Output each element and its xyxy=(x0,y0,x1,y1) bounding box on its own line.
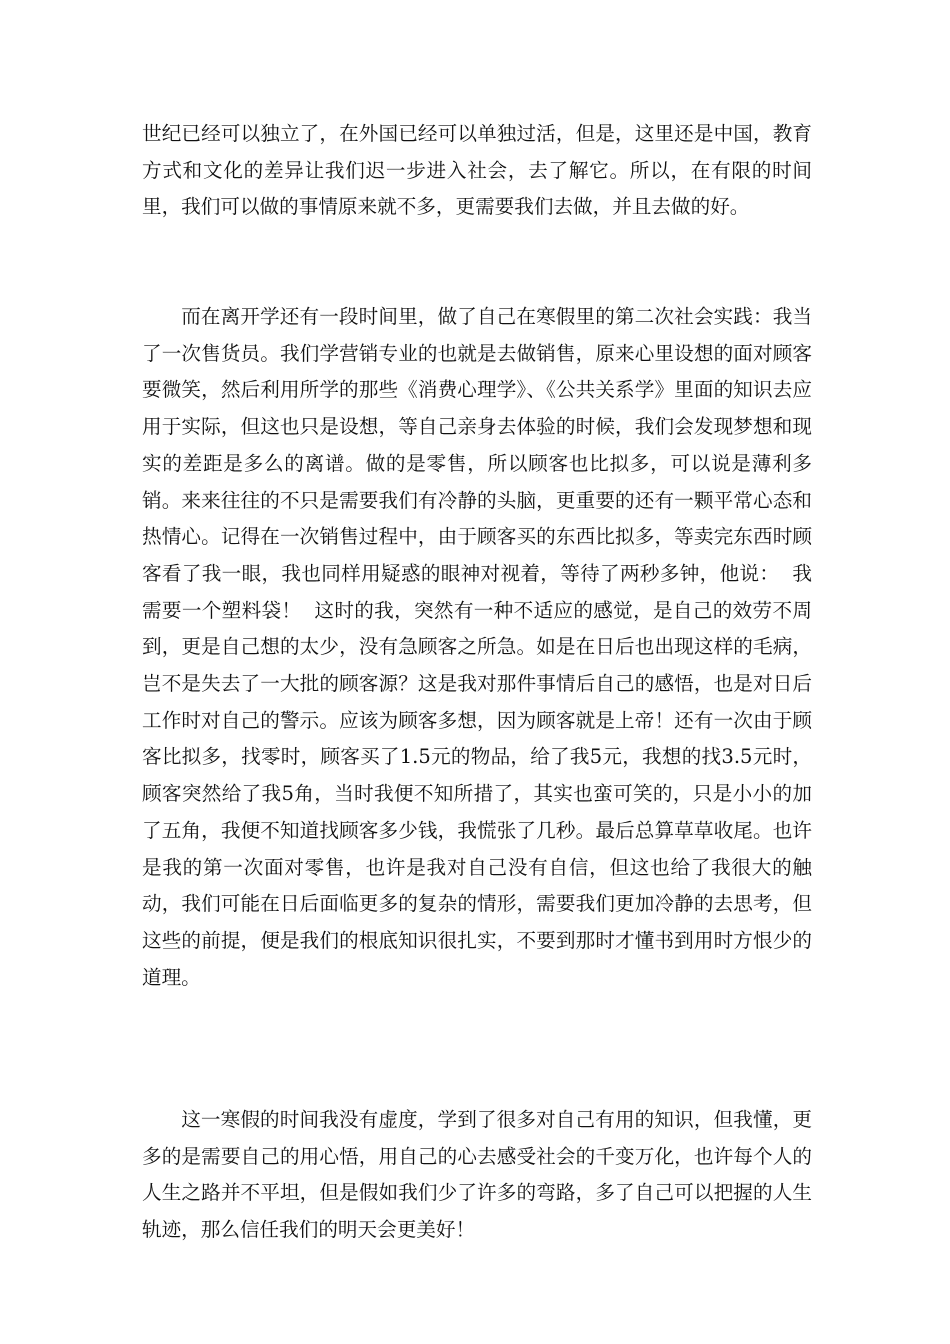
paragraph-1: 世纪已经可以独立了，在外国已经可以单独过活，但是，这里还是中国，教育方式和文化的差异让我们迟一步进入社会，去了解它。所以，在有限的时间里，我们可以做的事情原来就不多，更需要我们去做，并且去做的好。 xyxy=(142,122,812,219)
paragraph-3: 这一寒假的时间我没有虚度，学到了很多对自己有用的知识，但我懂，更多的是需要自己的用心悟，用自己的心去感受社会的千变万化，也许每个人的人生之路并不平坦，但是假如我们少了许多的弯路，多了自己可以把握的人生轨迹，那么信任我们的明天会更美好！ xyxy=(142,1108,812,1242)
paragraph-2: 而在离开学还有一段时间里，做了自己在寒假里的第二次社会实践：我当了一次售货员。我们学营销专业的也就是去做销售，原来心里设想的面对顾客要微笑，然后利用所学的那些《消费心理学》、《公共关系学》里面的知识去应用于实际，但这也只是设想，等自己亲身去体验的时候，我们会发现梦想和现实的差距是多么的离谱。做的是零售，所以顾客也比拟多，可以说是薄利多销。来来往往的不只是需要我们有冷静的头脑，更重要的还有一颗平常心态和热情心。记得在一次销售过程中，由于顾客买的东西比拟多，等卖完东西时顾客看了我一眼，我也同样用疑惑的眼神对视着，等待了两秒多钟，他说： 我需要一个塑料袋！ 这时的我，突然有一种不适应的感觉，是自己的效劳不周到，更是自己想的太少，没有急顾客之所急。如是在日后也出现这样的毛病，岂不是失去了一大批的顾客源？这是我对那件事情后自己的感悟，也是对日后工作时对自己的警示。应该为顾客多想，因为顾客就是上帝！还有一次由于顾客比拟多，找零时，顾客买了1.5元的物品，给了我5元，我想的找3.5元时，顾客突然给了我5角，当时我便不知所措了，其实也蛮可笑的，只是小小的加了五角，我便不知道找顾客多少钱，我慌张了几秒。最后总算草草收尾。也许是我的第一次面对零售，也许是我对自己没有自信，但这也给了我很大的触动，我们可能在日后面临更多的复杂的情形，需要我们更加冷静的去思考，但这些的前提，便是我们的根底知识很扎实，不要到那时才懂书到用时方恨少的道理。 xyxy=(142,305,812,989)
